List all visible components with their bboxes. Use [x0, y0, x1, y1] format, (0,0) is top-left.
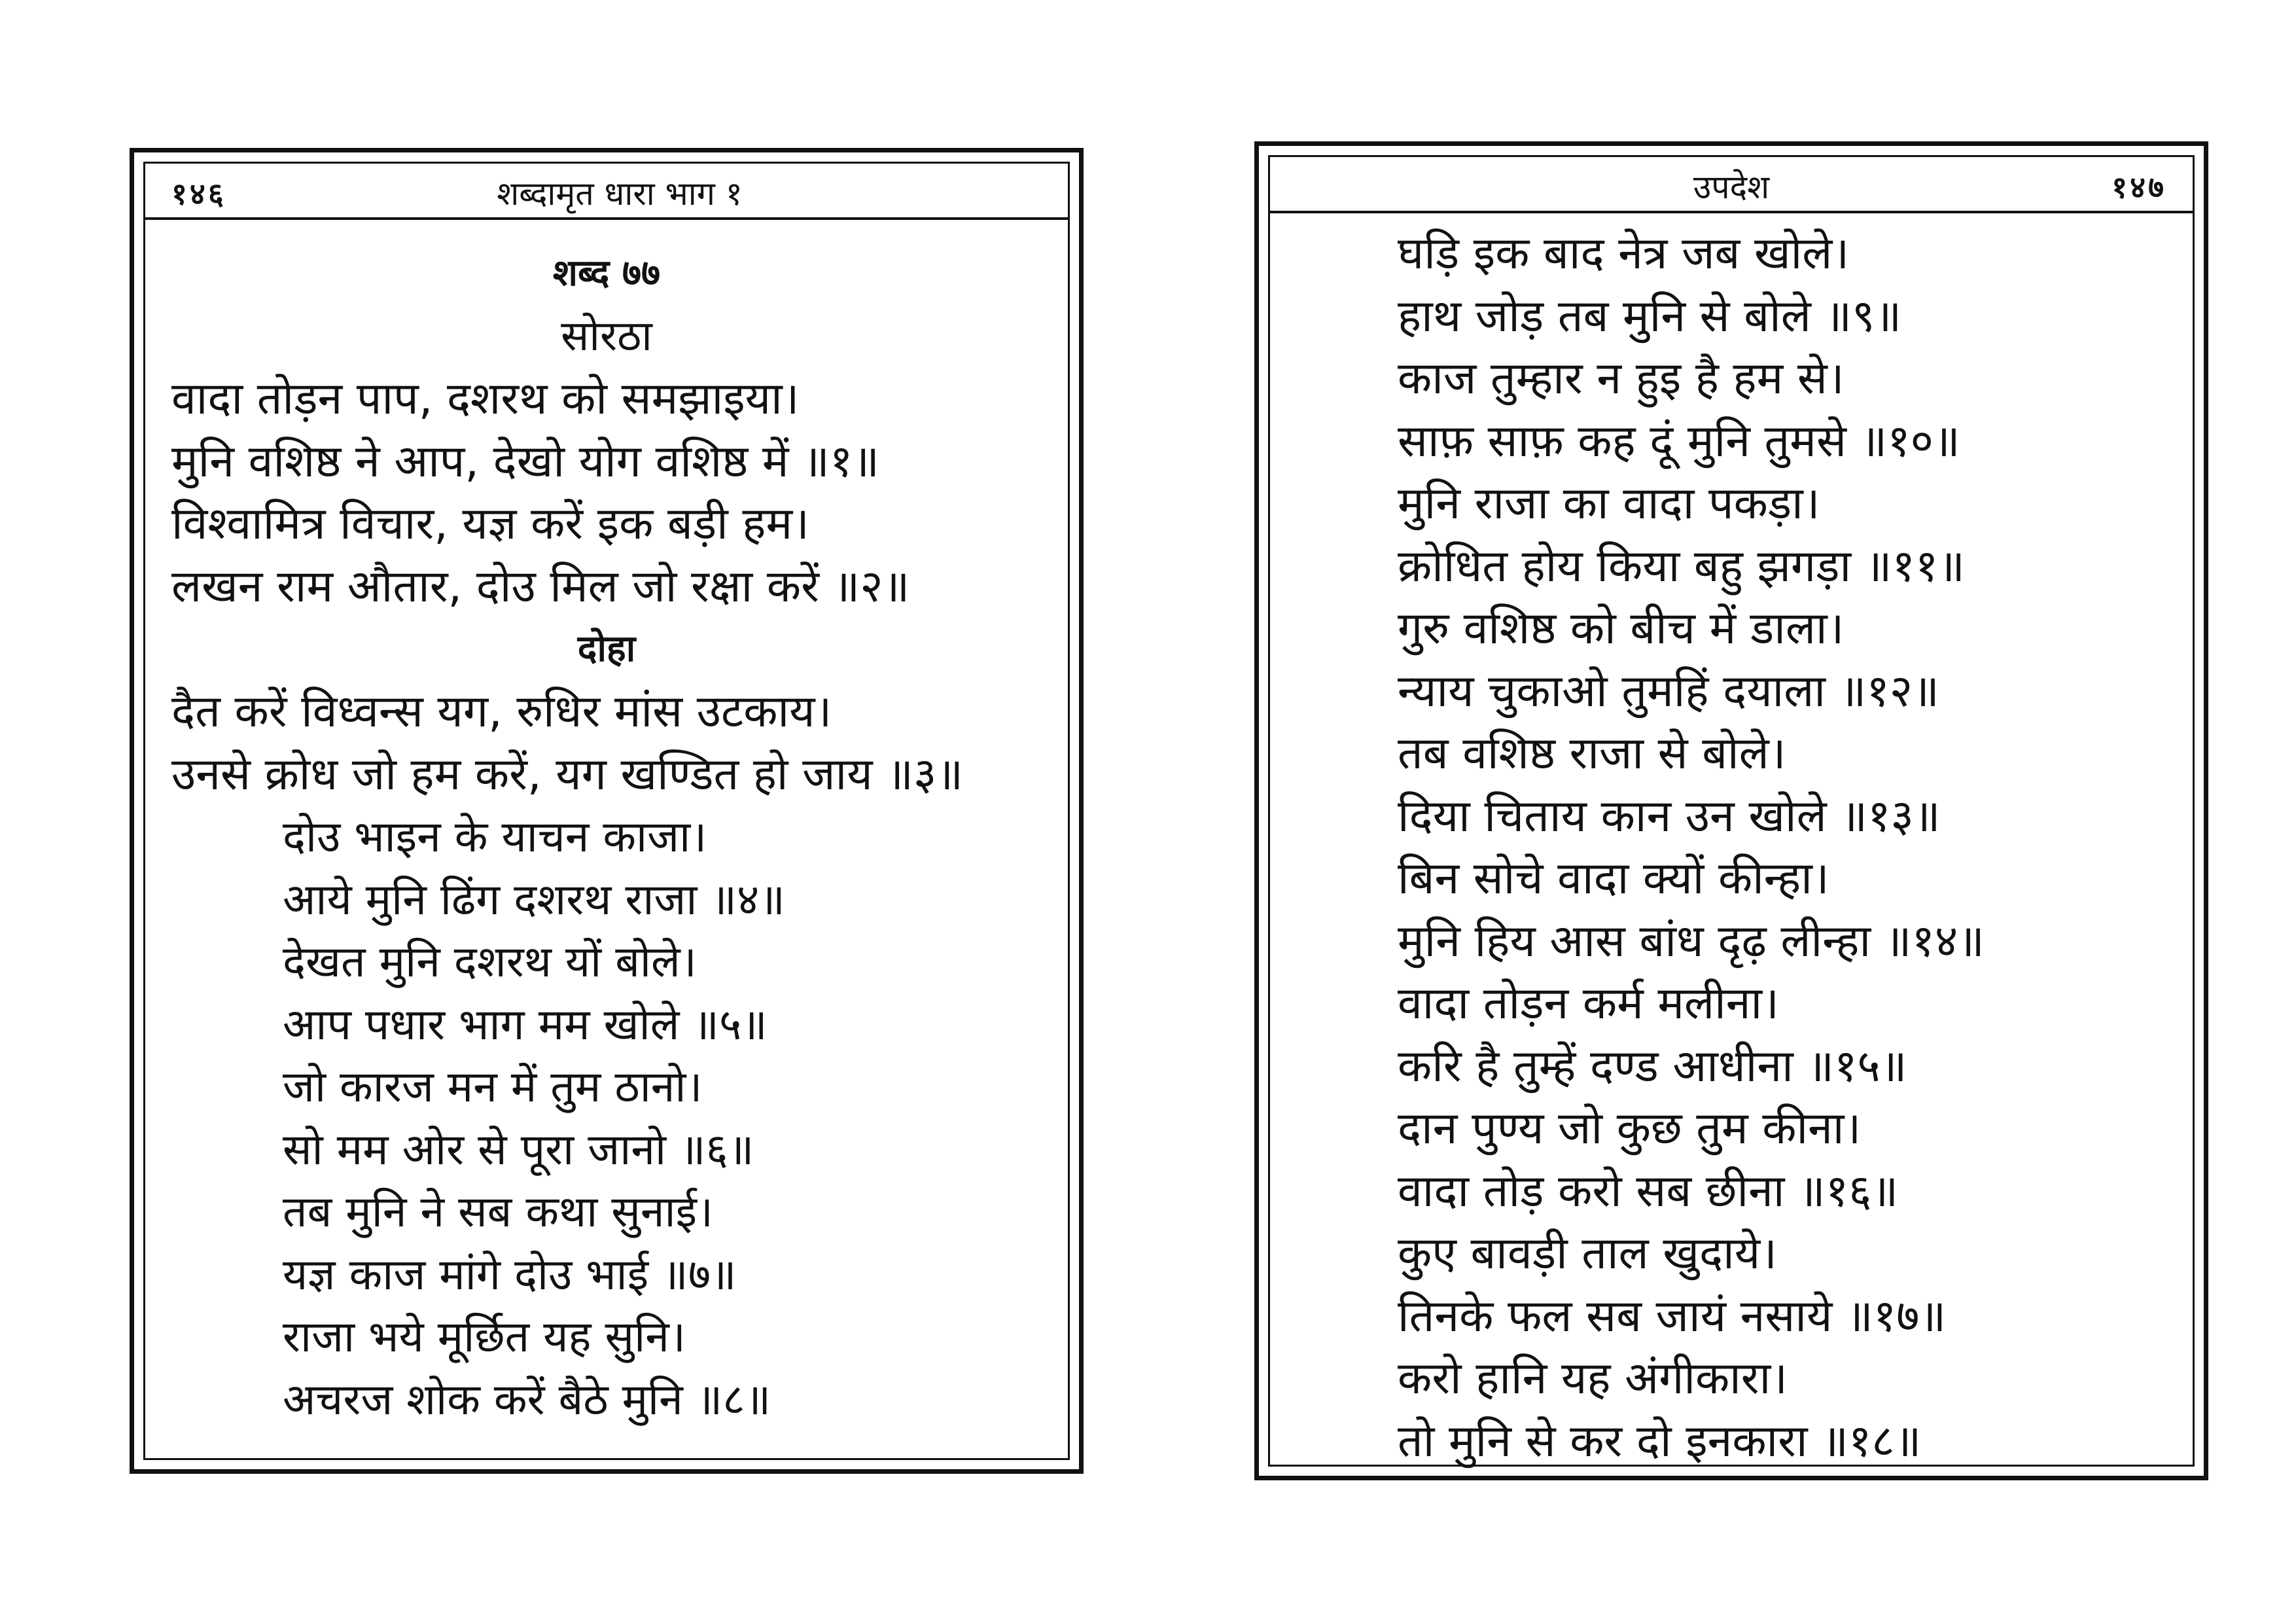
verse-line: मुनि राजा का वादा पकड़ा। [1398, 478, 1820, 529]
right-page-content [1270, 223, 2193, 1472]
verse-line: तब वशिष्ठ राजा से बोले। [1398, 728, 1786, 779]
verse-line: उनसे क्रोध जो हम करें, यग खण्डित हो जाय ॥३॥ [171, 748, 964, 800]
shabd-heading: शब्द ७७ [552, 252, 661, 294]
left-page [130, 148, 1084, 1474]
verse-line: दान पुण्य जो कुछ तुम कीना। [1398, 1103, 1862, 1154]
verse-line: लखन राम औतार, दोउ मिल जो रक्षा करें ॥२॥ [171, 560, 910, 613]
verse-line: करि है तुम्हें दण्ड आधीना ॥१५॥ [1398, 1040, 1907, 1092]
verse-line: आप पधार भाग मम खोले ॥५॥ [283, 999, 768, 1050]
left-page-content [145, 242, 1068, 1431]
verse-line: न्याय चुकाओ तुमहिं दयाला ॥१२॥ [1398, 665, 1939, 717]
verse-line: गुरु वशिष्ठ को बीच में डाला। [1398, 603, 1845, 654]
verse-line: तिनके फल सब जायं नसाये ॥१७॥ [1398, 1290, 1947, 1342]
verse-line: जो कारज मन में तुम ठानो। [283, 1061, 703, 1112]
verse-line: विश्वामित्र विचार, यज्ञ करें इक बड़ी हम। [171, 498, 809, 550]
verse-line: तो मुनि से कर दो इनकारा ॥१८॥ [1398, 1415, 1922, 1467]
right-page-frame [1268, 155, 2195, 1467]
verse-line: वादा तोड़न पाप, दशरथ को समझाइया। [171, 373, 800, 425]
verse-line: वादा तोड़ करो सब छीना ॥१६॥ [1398, 1165, 1899, 1217]
left-page-frame [143, 162, 1070, 1460]
verse-line: हाथ जोड़ तब मुनि से बोले ॥९॥ [1398, 290, 1902, 342]
verse-line: कुए बावड़ी ताल खुदाये। [1398, 1228, 1777, 1279]
left-page-number: १४६ [171, 176, 226, 211]
verse-line: सो मम ओर से पूरा जानो ॥६॥ [283, 1124, 754, 1175]
sortha-verses [145, 368, 1068, 618]
verse-line: देखत मुनि दशरथ यों बोले। [283, 936, 697, 987]
right-running-title: उपदेश [1693, 168, 1770, 206]
verse-line: राजा भये मूर्छित यह सुनि। [283, 1311, 686, 1362]
verse-line: दोउ भाइन के याचन काजा। [283, 812, 707, 862]
right-page [1254, 141, 2208, 1480]
right-running-head [1270, 157, 2193, 213]
verse-line: मुनि वशिष्ठ ने आप, देखो योग वशिष्ठ में ॥१॥ [171, 435, 880, 488]
verse-line: यज्ञ काज मांगे दोउ भाई ॥७॥ [283, 1249, 737, 1300]
verse-line: बिन सोचे वादा क्यों कीन्हा। [1398, 853, 1829, 904]
doha-heading: दोहा [577, 628, 636, 670]
verse-line: काज तुम्हार न हुइ है हम से। [1398, 353, 1845, 404]
verse-line: अचरज शोक करें बैठे मुनि ॥८॥ [283, 1374, 771, 1425]
verse-line: तब मुनि ने सब कथा सुनाई। [283, 1186, 714, 1237]
sortha-heading: सोरठा [561, 312, 652, 361]
chaupai-verses [145, 806, 1068, 1431]
verse-line: दिया चिताय कान उन खोले ॥१३॥ [1398, 790, 1941, 842]
verse-line: करो हानि यह अंगीकारा। [1398, 1353, 1788, 1404]
left-running-title: शब्दामृत धारा भाग १ [497, 175, 743, 213]
doha-verses [145, 681, 1068, 806]
left-running-head [145, 164, 1068, 220]
verse-line: क्रोधित होय किया बहु झगड़ा ॥११॥ [1398, 540, 1965, 592]
verse-line: वादा तोड़न कर्म मलीना। [1398, 978, 1779, 1029]
verse-line: मुनि हिय आस बांध दृढ़ लीन्हा ॥१४॥ [1398, 915, 1985, 967]
verse-line: घड़ि इक बाद नेत्र जब खोले। [1398, 228, 1850, 279]
right-page-number: १४७ [2111, 169, 2166, 205]
verse-line: आये मुनि ढिंग दशरथ राजा ॥४॥ [283, 874, 785, 925]
verse-line: साफ़ साफ़ कह दूं मुनि तुमसे ॥१०॥ [1398, 415, 1960, 467]
verse-line: दैत करें विध्वन्स यग, रुधिर मांस उटकाय। [171, 686, 832, 738]
